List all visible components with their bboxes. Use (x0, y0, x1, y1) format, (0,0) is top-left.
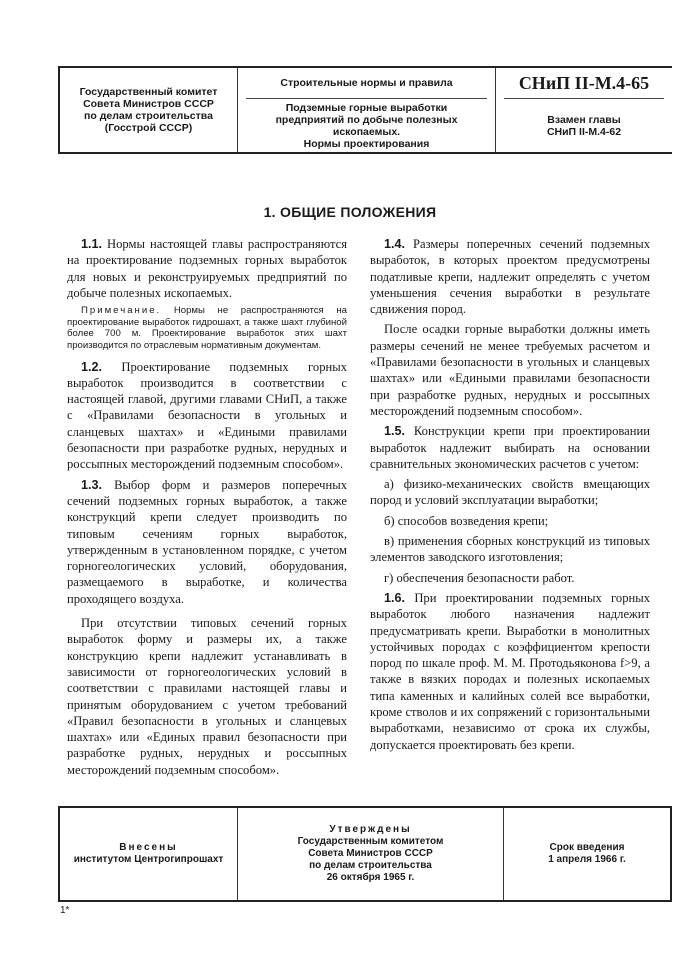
clause-number: 1.6. (384, 590, 406, 605)
paragraph-1-2 (67, 359, 347, 473)
paragraph-1-3 (67, 477, 347, 607)
replaces-note (496, 99, 672, 152)
left-column (67, 236, 347, 782)
paragraph-1-4-cont: После осадки горные выработки должны иметь размеры сечений не менее требуемых расчетом и «Правилами безопасности в угольных и сланцевых шахтах» или «Едиными правилами безопасности при разработке рудных, нерудных и россыпных месторождений подземным способом». (370, 322, 650, 418)
footer-block (58, 806, 672, 902)
right-column (370, 236, 650, 757)
clause-text: Нормы настоящей главы распространяются на проектирование подземных горных выработок для новых и реконструируемых предприятий по добыче полезных ископаемых. (67, 237, 347, 300)
replaces-line: Взамен главы (547, 113, 621, 126)
signature-mark: 1* (60, 904, 70, 916)
body-columns (67, 236, 650, 782)
note-text: Нормы не распространяются на проектирование выработок гидрошахт, а также шахт глубиной более 700 м. Проектирование выработок этих шахт производится по отраслевым нормативным документам. (67, 305, 347, 351)
approved-by (238, 808, 504, 900)
paragraph-1-3-cont: При отсутствии типовых сечений горных выработок форму и размеры их, а также конструкцию крепи надлежит устанавливать в зависимости от горногеологических условий в соответствии с правилами настоящей главы и принятым оборудованием с учетом требований «Правил безопасности в угольных и сланцевых шахтах» или «Единых правил безопасности при разработке рудных, нерудных и россыпных месторождений подземным способом». (67, 616, 347, 777)
clause-number: 1.2. (81, 359, 103, 374)
submitted-label: Внесены (119, 841, 178, 853)
subject-line: Нормы проектирования (303, 137, 430, 150)
paragraph-1-1 (67, 236, 347, 301)
clause-number: 1.4. (384, 237, 406, 251)
replaces-line: СНиП II-М.4-62 (546, 125, 622, 138)
approved-line: 26 октября 1965 г. (326, 871, 415, 883)
list-item: в) применения сборных конструкций из типовых элементов заводского изготовления; (370, 534, 650, 565)
issuing-organization (58, 68, 238, 152)
clause-text: Конструкции крепи при проектировании выработок надлежит выбирать на основании сравнительных экономических расчетов с учетом: (370, 424, 650, 471)
submitted-value: институтом Центрогипрошахт (73, 853, 224, 865)
series-title: Строительные нормы и правила (246, 68, 487, 99)
subject-line: ископаемых. (332, 125, 401, 138)
paragraph-1-6 (370, 590, 650, 753)
paragraph-1-4 (370, 236, 650, 317)
submitted-by (58, 808, 238, 900)
effective-label: Срок введения (549, 841, 625, 853)
list-item: а) физико-механических свойств вмещающих пород и условий эксплуатации выработки; (370, 477, 650, 508)
effective-date (504, 808, 672, 900)
clause-number: 1.3. (81, 477, 103, 492)
list-item: г) обеспечения безопасности работ. (384, 570, 575, 585)
clause-number: 1.5. (384, 424, 406, 439)
approved-line: Совета Министров СССР (308, 847, 433, 859)
clause-text: Выбор форм и размеров поперечных сечений подземных горных выработок, а также конструкций крепи следует производить по типовым сечениям горных выработок, утвержденным в установленном порядке, с учетом горногеологических условий, оборудования, размещаемого в выработке, и количества проходящего воздуха. (67, 477, 347, 606)
org-line: Государственный комитет (79, 86, 218, 98)
header-block (58, 66, 672, 154)
org-line: (Госстрой СССР) (104, 122, 193, 134)
clause-text: Размеры поперечных сечений подземных выработок, в которых проектом предусмотрены податливые крепи, надлежит определять с учетом уменьшения сечения выработки в результате сдвижения пород. (370, 237, 650, 317)
clause-text: Проектирование подземных горных выработок производится в соответствии с настоящей главой, другими главами СНиП, а также с «Правилами безопасности в угольных и сланцевых шахтах» и «Едиными правилами безопасности при разработке рудных, нерудных и россыпных месторождений подземным способом». (67, 359, 347, 472)
note-label: Примечание. (81, 305, 162, 317)
approved-line: Государственным комитетом (297, 835, 444, 847)
org-line: Совета Министров СССР (83, 98, 214, 110)
approved-line: по делам строительства (309, 859, 432, 871)
document-subject (238, 99, 495, 152)
effective-value: 1 апреля 1966 г. (548, 853, 626, 865)
paragraph-1-5 (370, 423, 650, 472)
approved-label: Утверждены (329, 823, 412, 835)
org-line: по делам строительства (84, 110, 213, 122)
document-code: СНиП II-М.4-65 (504, 68, 664, 99)
subject-line: предприятий по добыче полезных (275, 113, 458, 126)
section-title: 1. ОБЩИЕ ПОЛОЖЕНИЯ (263, 204, 437, 220)
list-item: б) способов возведения крепи; (384, 513, 549, 528)
note (67, 305, 347, 351)
clause-text: При проектировании подземных горных выработок любого назначения надлежит предусматривать крепи. Выработки в монолитных устойчивых породах с коэффициентом крепости пород по шкале проф. М. М. Протодьяконова f>9, а также в вязких породах и полезных ископаемых типа каменных и калийных солей все выработки, кроме стволов и их сопряжений с горизонтальными выработками, независимо от срока их службы, допускается проектировать без крепи. (370, 590, 650, 752)
clause-number: 1.1. (81, 237, 103, 251)
subject-line: Подземные горные выработки (285, 101, 448, 114)
